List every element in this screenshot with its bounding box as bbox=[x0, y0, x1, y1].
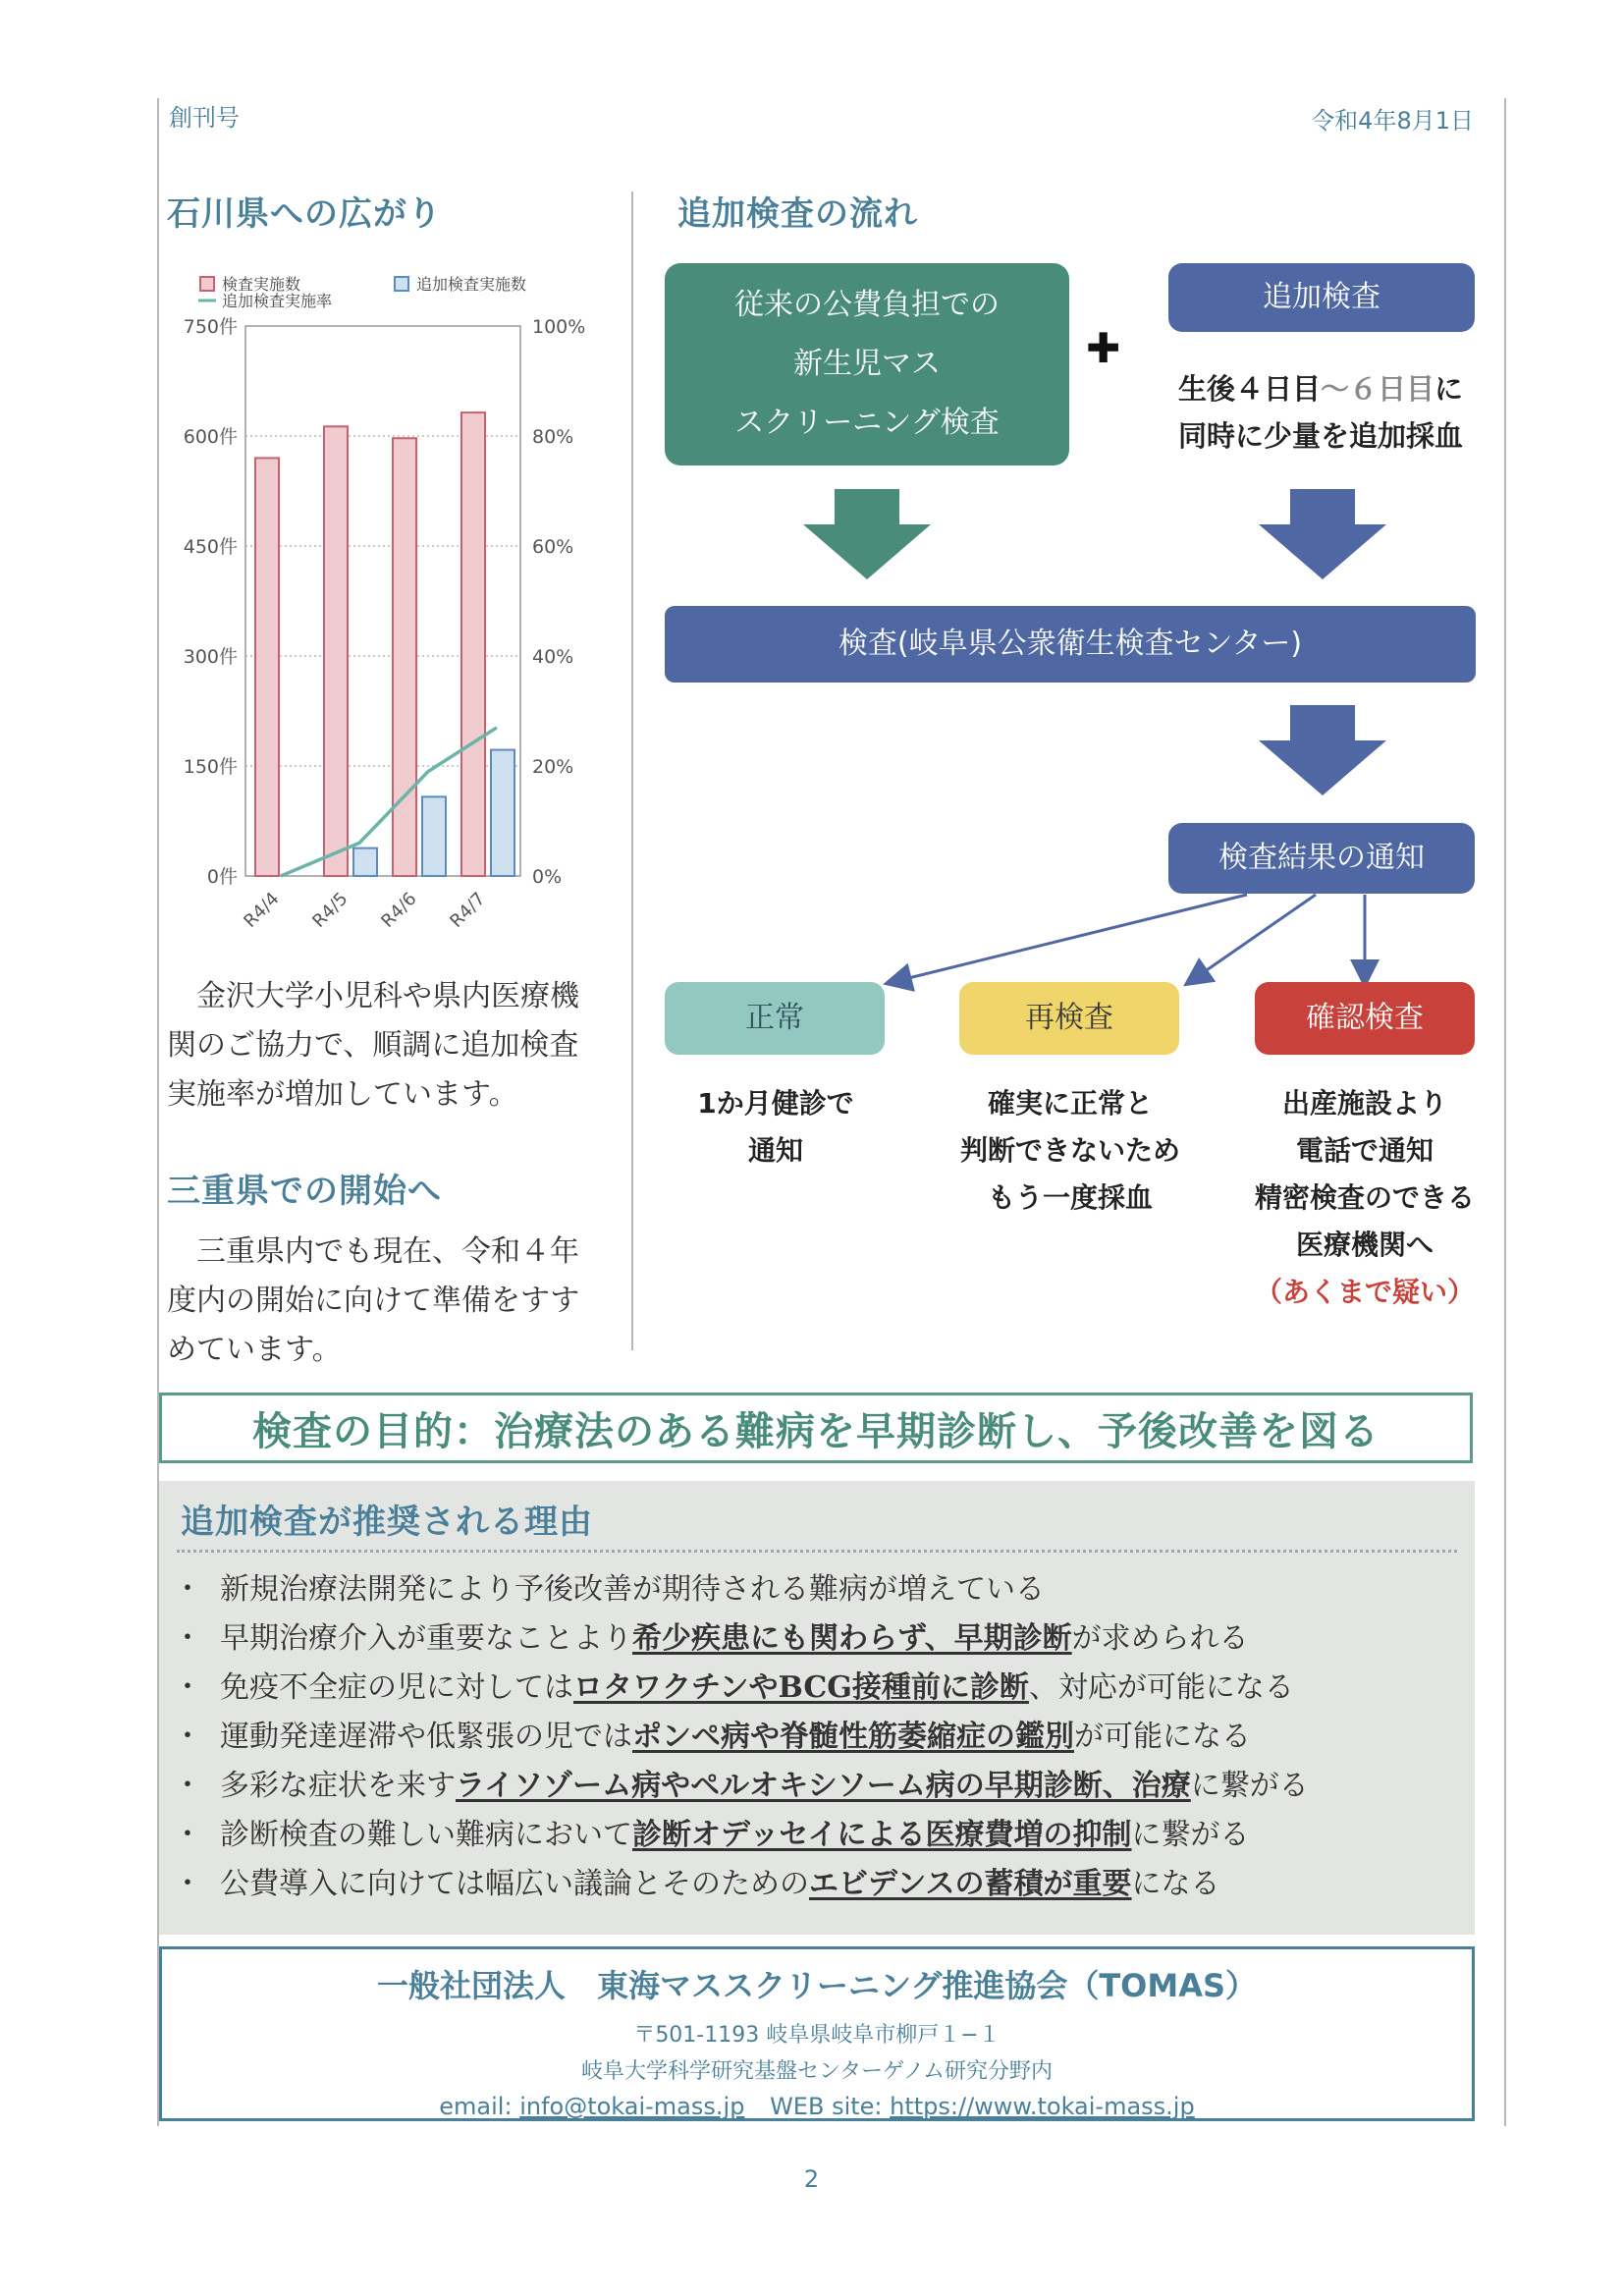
conventional-line: スクリーニング検査 bbox=[734, 406, 1000, 440]
arrow-down-navy-1 bbox=[1259, 489, 1386, 579]
result-retest-line: もう一度採血 bbox=[987, 1181, 1153, 1214]
result-retest-line: 確実に正常と bbox=[987, 1087, 1153, 1120]
x-tick: R4/4 bbox=[240, 888, 284, 932]
mie-title: 三重県での開始へ bbox=[167, 1172, 442, 1211]
y-tick-left: 600件 bbox=[183, 426, 238, 448]
note-day6: 〜６日目 bbox=[1320, 372, 1434, 406]
reasons-list bbox=[173, 1565, 1309, 1909]
footer-address2: 岐阜大学科学研究基盤センターゲノム研究分野内 bbox=[580, 2059, 1054, 2084]
result-retest-text bbox=[933, 1080, 1208, 1222]
y-tick-right: 100% bbox=[532, 316, 586, 338]
reason-text: 運動発達遅滞や低緊張の児では bbox=[220, 1720, 632, 1754]
ishikawa-title: 石川県への広がり bbox=[167, 194, 442, 234]
reason-text: 早期治療介入が重要なことより bbox=[220, 1621, 632, 1656]
reason-item bbox=[173, 1860, 1309, 1909]
additional-test-label: 追加検査 bbox=[1263, 280, 1380, 314]
bar-exams bbox=[324, 426, 348, 876]
result-notify-box bbox=[1168, 823, 1475, 894]
arrow-down-green bbox=[803, 489, 931, 579]
footer-web-label: WEB site: bbox=[770, 2093, 891, 2120]
bar-exams bbox=[255, 458, 279, 876]
ishikawa-text-line: 金沢大学小児科や県内医療機 bbox=[167, 979, 579, 1013]
result-retest-box bbox=[959, 982, 1179, 1055]
reason-text: 診断検査の難しい難病において bbox=[220, 1818, 632, 1852]
y-tick-left: 300件 bbox=[183, 646, 238, 668]
mie-text-line: 三重県内でも現在、令和４年 bbox=[167, 1234, 579, 1269]
issue-date: 令和4年8月1日 bbox=[1311, 107, 1474, 135]
result-confirm-note: （あくまで疑い） bbox=[1254, 1276, 1475, 1308]
result-notify-label: 検査結果の通知 bbox=[1218, 841, 1425, 875]
reason-text: が求められる bbox=[1071, 1621, 1249, 1656]
bar-additional bbox=[491, 750, 514, 876]
flow-title: 追加検査の流れ bbox=[677, 194, 918, 234]
reason-item bbox=[173, 1713, 1309, 1762]
purpose-banner bbox=[159, 1393, 1473, 1463]
result-normal-label: 正常 bbox=[745, 1001, 804, 1035]
result-retest-label: 再検査 bbox=[1025, 1001, 1113, 1035]
lab-test-box bbox=[665, 606, 1476, 683]
reasons-divider bbox=[177, 1550, 1457, 1553]
reason-text: に繋がる bbox=[1131, 1818, 1250, 1852]
x-tick: R4/7 bbox=[446, 888, 490, 932]
result-normal-box bbox=[665, 982, 885, 1055]
bar-additional bbox=[422, 796, 446, 876]
conventional-line: 新生児マス bbox=[793, 347, 941, 381]
result-confirm-box bbox=[1255, 982, 1475, 1055]
y-tick-left: 450件 bbox=[183, 536, 238, 558]
result-normal-text bbox=[638, 1080, 913, 1175]
result-confirm-text bbox=[1222, 1080, 1507, 1316]
y-tick-right: 60% bbox=[532, 536, 574, 558]
footer-contact bbox=[162, 2093, 1472, 2120]
reason-item bbox=[173, 1811, 1309, 1860]
ishikawa-text bbox=[167, 972, 609, 1120]
reason-item bbox=[173, 1762, 1309, 1811]
result-confirm-label: 確認検査 bbox=[1306, 1001, 1424, 1035]
note-line2: 同時に少量を追加採血 bbox=[1177, 419, 1463, 453]
reason-text: 多彩な症状を来す bbox=[220, 1769, 456, 1803]
ishikawa-text-line: 実施率が増加しています。 bbox=[167, 1077, 518, 1112]
reason-text: 公費導入に向けては幅広い議論とそのための bbox=[220, 1867, 809, 1901]
page-number: 2 bbox=[803, 2165, 820, 2193]
footer-org: 一般社団法人 東海マススクリーニング推進協会（TOMAS） bbox=[376, 1967, 1258, 2004]
mie-text-line: めています。 bbox=[167, 1333, 342, 1367]
footer-web-link[interactable]: https://www.tokai-mass.jp bbox=[890, 2093, 1195, 2120]
reason-emphasis: 診断オデッセイによる医療費増の抑制 bbox=[632, 1818, 1132, 1852]
ishikawa-text-line: 関のご協力で、順調に追加検査 bbox=[167, 1028, 579, 1063]
y-tick-right: 20% bbox=[532, 756, 574, 778]
conventional-line: 従来の公費負担での bbox=[734, 288, 1000, 322]
y-tick-right: 0% bbox=[532, 866, 563, 888]
reason-text: になる bbox=[1131, 1867, 1220, 1901]
legend-label-rate: 追加検査実施率 bbox=[222, 292, 333, 310]
bar-exams bbox=[393, 438, 416, 876]
y-tick-left: 750件 bbox=[183, 316, 238, 338]
y-tick-left: 0件 bbox=[206, 866, 238, 888]
result-confirm-line: 出産施設より bbox=[1281, 1087, 1447, 1120]
reason-emphasis: エビデンスの蓄積が重要 bbox=[809, 1867, 1132, 1901]
notify-branch-arrows bbox=[864, 889, 1414, 997]
additional-test-box bbox=[1168, 263, 1475, 332]
lab-test-label: 検査(岐阜県公衆衛生検査センター) bbox=[838, 627, 1303, 661]
footer-email-label: email: bbox=[439, 2093, 520, 2120]
result-normal-line: 通知 bbox=[747, 1134, 803, 1167]
reasons-panel bbox=[159, 1481, 1475, 1935]
footer-box bbox=[159, 1946, 1475, 2121]
footer-email-link[interactable]: info@tokai-mass.jp bbox=[519, 2093, 745, 2120]
mie-text-line: 度内の開始に向けて準備をすす bbox=[167, 1284, 580, 1318]
plus-icon: ✚ bbox=[1086, 324, 1121, 372]
arrow-down-navy-2 bbox=[1259, 705, 1386, 795]
note-day4: 生後４日目 bbox=[1177, 372, 1321, 406]
chart-svg bbox=[147, 265, 628, 953]
reason-item bbox=[173, 1565, 1309, 1614]
x-tick: R4/6 bbox=[377, 888, 421, 932]
additional-test-note bbox=[1154, 365, 1488, 460]
bar-exams bbox=[461, 412, 485, 876]
result-confirm-line: 精密検査のできる bbox=[1254, 1181, 1475, 1214]
conventional-screening-box bbox=[665, 263, 1069, 465]
reason-text: 免疫不全症の児に対しては bbox=[220, 1670, 573, 1705]
reason-text: に繋がる bbox=[1190, 1769, 1309, 1803]
reason-emphasis: ポンペ病や脊髄性筋萎縮症の鑑別 bbox=[632, 1720, 1074, 1754]
reason-text: が可能になる bbox=[1074, 1720, 1251, 1754]
legend-swatch-exams bbox=[200, 277, 214, 291]
note-ni: に bbox=[1434, 372, 1464, 406]
issue-label: 創刊号 bbox=[169, 104, 240, 132]
result-confirm-line: 電話で通知 bbox=[1295, 1134, 1434, 1167]
result-normal-line: 1か月健診で bbox=[697, 1087, 854, 1120]
x-tick: R4/5 bbox=[308, 888, 352, 932]
reason-emphasis: ライソゾーム病やペルオキシソーム病の早期診断、治療 bbox=[456, 1769, 1191, 1803]
reason-emphasis: 希少疾患にも関わらず、早期診断 bbox=[632, 1621, 1072, 1656]
column-divider bbox=[631, 191, 633, 1350]
legend-label-exams: 検査実施数 bbox=[222, 275, 301, 294]
y-tick-right: 80% bbox=[532, 426, 574, 448]
ishikawa-chart bbox=[147, 265, 628, 953]
purpose-text: 検査の目的：治療法のある難病を早期診断し、予後改善を図る bbox=[252, 1408, 1380, 1454]
legend-swatch-additional bbox=[395, 277, 408, 291]
result-retest-line: 判断できないため bbox=[959, 1134, 1180, 1167]
bar-additional bbox=[353, 848, 377, 876]
reason-text: 、対応が可能になる bbox=[1028, 1670, 1294, 1705]
mie-text bbox=[167, 1228, 609, 1375]
y-tick-right: 40% bbox=[532, 646, 574, 668]
reason-text: 新規治療法開発により予後改善が期待される難病が増えている bbox=[220, 1572, 1045, 1607]
y-tick-left: 150件 bbox=[183, 756, 238, 778]
reasons-title: 追加検査が推奨される理由 bbox=[181, 1503, 593, 1542]
reason-item bbox=[173, 1614, 1309, 1664]
result-confirm-line: 医療機関へ bbox=[1295, 1229, 1434, 1261]
footer-address1: 〒501-1193 岐阜県岐阜市柳戸１−１ bbox=[633, 2023, 1001, 2048]
reason-item bbox=[173, 1664, 1309, 1713]
legend-label-additional: 追加検査実施数 bbox=[416, 275, 527, 294]
reason-emphasis: ロタワクチンやBCG接種前に診断 bbox=[573, 1670, 1029, 1705]
